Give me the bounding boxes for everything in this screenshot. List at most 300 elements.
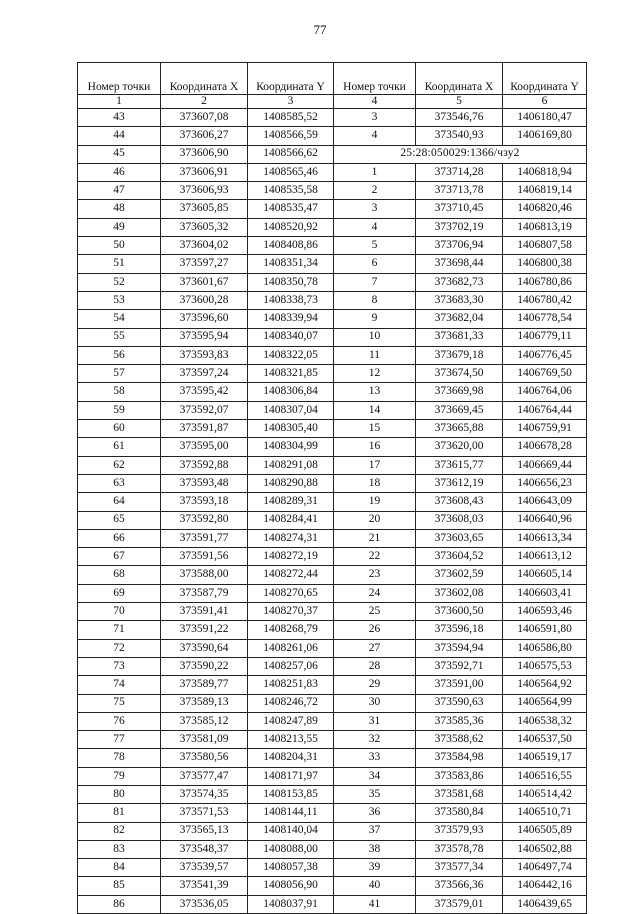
coordinate-y-cell: 1406593,46	[503, 603, 587, 621]
table-row	[78, 237, 587, 255]
coordinate-x-cell: 373594,94	[416, 639, 503, 657]
coordinate-x-cell: 373615,77	[416, 456, 503, 474]
point-number-cell: 21	[334, 529, 416, 547]
coordinate-y-cell: 1408566,59	[248, 127, 334, 145]
coordinate-y-cell: 1408257,06	[248, 657, 334, 675]
coordinate-y-cell: 1408088,00	[248, 840, 334, 858]
column-number: 5	[416, 95, 503, 109]
point-number-cell: 24	[334, 584, 416, 602]
coordinate-y-cell: 1408321,85	[248, 365, 334, 383]
coordinate-y-cell: 1408247,89	[248, 712, 334, 730]
table-row	[78, 200, 587, 218]
coordinate-x-cell: 373674,50	[416, 365, 503, 383]
coordinate-x-cell: 373591,41	[161, 603, 248, 621]
point-number-cell: 82	[78, 822, 161, 840]
coordinate-x-cell: 373706,94	[416, 237, 503, 255]
table-row	[78, 657, 587, 675]
point-number-cell: 28	[334, 657, 416, 675]
coordinate-y-cell: 1408270,37	[248, 603, 334, 621]
coordinate-x-cell: 373581,68	[416, 785, 503, 803]
table-row	[78, 291, 587, 309]
coordinate-x-cell: 373593,48	[161, 474, 248, 492]
table-row	[78, 840, 587, 858]
coordinate-x-cell: 373600,28	[161, 291, 248, 309]
coordinate-x-cell: 373580,84	[416, 804, 503, 822]
point-number-cell: 25	[334, 603, 416, 621]
coordinate-x-cell: 373590,22	[161, 657, 248, 675]
point-number-cell: 19	[334, 493, 416, 511]
coordinate-y-cell: 1408291,08	[248, 456, 334, 474]
coordinate-y-cell: 1408307,04	[248, 401, 334, 419]
point-number-cell: 54	[78, 310, 161, 328]
point-number-cell: 38	[334, 840, 416, 858]
table-row	[78, 163, 587, 181]
point-number-cell: 39	[334, 859, 416, 877]
table-row	[78, 529, 587, 547]
coordinate-x-cell: 373604,02	[161, 237, 248, 255]
table-row	[78, 548, 587, 566]
point-number-cell: 14	[334, 401, 416, 419]
table-row	[78, 694, 587, 712]
coordinate-x-cell: 373580,56	[161, 749, 248, 767]
coordinate-x-cell: 373578,78	[416, 840, 503, 858]
point-number-cell: 4	[334, 127, 416, 145]
table-row	[78, 255, 587, 273]
point-number-cell: 43	[78, 109, 161, 127]
point-number-cell: 66	[78, 529, 161, 547]
coordinate-x-cell: 373698,44	[416, 255, 503, 273]
coordinate-x-cell: 373606,91	[161, 163, 248, 181]
coordinate-x-cell: 373589,13	[161, 694, 248, 712]
point-number-cell: 75	[78, 694, 161, 712]
coordinate-x-cell: 373597,24	[161, 365, 248, 383]
coordinate-y-cell: 1406497,74	[503, 859, 587, 877]
coordinate-x-cell: 373587,79	[161, 584, 248, 602]
coordinate-x-cell: 373602,59	[416, 566, 503, 584]
coordinate-y-cell: 1408153,85	[248, 785, 334, 803]
coordinate-x-cell: 373603,65	[416, 529, 503, 547]
point-number-cell: 59	[78, 401, 161, 419]
coordinate-y-cell: 1406613,34	[503, 529, 587, 547]
point-number-cell: 78	[78, 749, 161, 767]
table-row	[78, 273, 587, 291]
point-number-cell: 69	[78, 584, 161, 602]
coordinate-x-cell: 373714,28	[416, 163, 503, 181]
point-number-cell: 67	[78, 548, 161, 566]
coordinate-y-cell: 1406564,92	[503, 676, 587, 694]
coordinate-x-cell: 373574,35	[161, 785, 248, 803]
coordinate-x-cell: 373590,63	[416, 694, 503, 712]
coordinate-x-cell: 373581,09	[161, 731, 248, 749]
coordinate-y-cell: 1408289,31	[248, 493, 334, 511]
coordinate-y-cell: 1406656,23	[503, 474, 587, 492]
coordinate-x-cell: 373589,77	[161, 676, 248, 694]
point-number-cell: 33	[334, 749, 416, 767]
coordinate-y-cell: 1406764,06	[503, 383, 587, 401]
point-number-cell: 51	[78, 255, 161, 273]
coordinate-y-cell: 1406807,58	[503, 237, 587, 255]
point-number-cell: 61	[78, 438, 161, 456]
point-number-cell: 26	[334, 621, 416, 639]
table-row	[78, 731, 587, 749]
coordinates-table-body	[78, 63, 587, 914]
coordinate-x-cell: 373579,93	[416, 822, 503, 840]
point-number-cell: 13	[334, 383, 416, 401]
point-number-cell: 86	[78, 895, 161, 913]
table-row	[78, 383, 587, 401]
coordinate-y-cell: 1408351,34	[248, 255, 334, 273]
coordinate-x-cell: 373682,73	[416, 273, 503, 291]
table-row	[78, 676, 587, 694]
coordinate-y-cell: 1408304,99	[248, 438, 334, 456]
point-number-cell: 20	[334, 511, 416, 529]
coordinate-y-cell: 1406537,50	[503, 731, 587, 749]
header-coordinate-y: Координата Y	[248, 63, 334, 95]
coordinate-y-cell: 1406442,16	[503, 877, 587, 895]
table-row	[78, 804, 587, 822]
coordinate-y-cell: 1408306,84	[248, 383, 334, 401]
coordinate-y-cell: 1408305,40	[248, 420, 334, 438]
coordinate-x-cell: 373588,00	[161, 566, 248, 584]
table-row	[78, 584, 587, 602]
coordinate-y-cell: 1408535,58	[248, 182, 334, 200]
coordinate-y-cell: 1406439,65	[503, 895, 587, 913]
table-row	[78, 895, 587, 913]
table-row	[78, 511, 587, 529]
table-row	[78, 127, 587, 145]
coordinate-y-cell: 1408322,05	[248, 346, 334, 364]
coordinate-y-cell: 1408274,31	[248, 529, 334, 547]
point-number-cell: 84	[78, 859, 161, 877]
coordinate-x-cell: 373607,08	[161, 109, 248, 127]
column-number: 6	[503, 95, 587, 109]
point-number-cell: 36	[334, 804, 416, 822]
coordinate-x-cell: 373577,47	[161, 767, 248, 785]
coordinate-y-cell: 1408339,94	[248, 310, 334, 328]
coordinate-y-cell: 1406603,41	[503, 584, 587, 602]
coordinate-x-cell: 373591,22	[161, 621, 248, 639]
point-number-cell: 40	[334, 877, 416, 895]
table-row	[78, 785, 587, 803]
table-row	[78, 145, 587, 163]
coordinate-y-cell: 1406538,32	[503, 712, 587, 730]
point-number-cell: 15	[334, 420, 416, 438]
coordinate-y-cell: 1408566,62	[248, 145, 334, 163]
coordinate-x-cell: 373591,00	[416, 676, 503, 694]
point-number-cell: 64	[78, 493, 161, 511]
coordinate-y-cell: 1406516,55	[503, 767, 587, 785]
coordinate-x-cell: 373548,37	[161, 840, 248, 858]
point-number-cell: 62	[78, 456, 161, 474]
point-number-cell: 49	[78, 218, 161, 236]
point-number-cell: 11	[334, 346, 416, 364]
point-number-cell: 73	[78, 657, 161, 675]
coordinate-y-cell: 1408251,83	[248, 676, 334, 694]
table-row	[78, 346, 587, 364]
coordinate-y-cell: 1406819,14	[503, 182, 587, 200]
coordinate-y-cell: 1406778,54	[503, 310, 587, 328]
coordinate-y-cell: 1408057,38	[248, 859, 334, 877]
coordinate-x-cell: 373605,32	[161, 218, 248, 236]
coordinate-x-cell: 373606,93	[161, 182, 248, 200]
point-number-cell: 72	[78, 639, 161, 657]
point-number-cell: 80	[78, 785, 161, 803]
column-number-row	[78, 95, 587, 109]
point-number-cell: 52	[78, 273, 161, 291]
coordinate-x-cell: 373585,12	[161, 712, 248, 730]
point-number-cell: 29	[334, 676, 416, 694]
column-number: 1	[78, 95, 161, 109]
point-number-cell: 37	[334, 822, 416, 840]
point-number-cell: 5	[334, 237, 416, 255]
coordinate-y-cell: 1406780,86	[503, 273, 587, 291]
coordinate-x-cell: 373600,50	[416, 603, 503, 621]
page-number: 77	[313, 22, 327, 37]
coordinate-y-cell: 1408284,41	[248, 511, 334, 529]
coordinate-x-cell: 373577,34	[416, 859, 503, 877]
point-number-cell: 56	[78, 346, 161, 364]
point-number-cell: 83	[78, 840, 161, 858]
table-row	[78, 365, 587, 383]
coordinate-x-cell: 373710,45	[416, 200, 503, 218]
coordinate-y-cell: 1406586,80	[503, 639, 587, 657]
table-row	[78, 310, 587, 328]
table-header-row	[78, 63, 587, 95]
coordinate-x-cell: 373601,67	[161, 273, 248, 291]
coordinate-x-cell: 373679,18	[416, 346, 503, 364]
coordinate-x-cell: 373579,01	[416, 895, 503, 913]
header-point-number: Номер точки	[78, 63, 161, 95]
coordinate-x-cell: 373592,71	[416, 657, 503, 675]
point-number-cell: 30	[334, 694, 416, 712]
point-number-cell: 53	[78, 291, 161, 309]
coordinate-x-cell: 373541,39	[161, 877, 248, 895]
coordinate-x-cell: 373596,60	[161, 310, 248, 328]
table-row	[78, 566, 587, 584]
point-number-cell: 34	[334, 767, 416, 785]
point-number-cell: 8	[334, 291, 416, 309]
point-number-cell: 3	[334, 109, 416, 127]
point-number-cell: 10	[334, 328, 416, 346]
coordinate-y-cell: 1406169,80	[503, 127, 587, 145]
point-number-cell: 81	[78, 804, 161, 822]
coordinate-y-cell: 1408246,72	[248, 694, 334, 712]
coordinate-y-cell: 1406605,14	[503, 566, 587, 584]
coordinate-y-cell: 1408056,90	[248, 877, 334, 895]
point-number-cell: 60	[78, 420, 161, 438]
point-number-cell: 46	[78, 163, 161, 181]
point-number-cell: 45	[78, 145, 161, 163]
coordinate-x-cell: 373591,77	[161, 529, 248, 547]
column-number: 4	[334, 95, 416, 109]
header-point-number: Номер точки	[334, 63, 416, 95]
coordinate-y-cell: 1406591,80	[503, 621, 587, 639]
coordinate-y-cell: 1408350,78	[248, 273, 334, 291]
coordinate-x-cell: 373592,80	[161, 511, 248, 529]
table-row	[78, 493, 587, 511]
coordinate-x-cell: 373585,36	[416, 712, 503, 730]
coordinate-y-cell: 1408171,97	[248, 767, 334, 785]
table-row	[78, 603, 587, 621]
coordinate-y-cell: 1406769,50	[503, 365, 587, 383]
table-row	[78, 822, 587, 840]
coordinate-y-cell: 1408535,47	[248, 200, 334, 218]
coordinate-x-cell: 373595,42	[161, 383, 248, 401]
point-number-cell: 55	[78, 328, 161, 346]
coordinate-x-cell: 373596,18	[416, 621, 503, 639]
point-number-cell: 9	[334, 310, 416, 328]
point-number-cell: 71	[78, 621, 161, 639]
coordinate-x-cell: 373665,88	[416, 420, 503, 438]
table-row	[78, 712, 587, 730]
coordinate-y-cell: 1406813,19	[503, 218, 587, 236]
coordinate-y-cell: 1408261,06	[248, 639, 334, 657]
point-number-cell: 23	[334, 566, 416, 584]
coordinates-table	[77, 62, 587, 914]
point-number-cell: 74	[78, 676, 161, 694]
coordinate-x-cell: 373584,98	[416, 749, 503, 767]
coordinate-x-cell: 373669,45	[416, 401, 503, 419]
coordinate-y-cell: 1406180,47	[503, 109, 587, 127]
coordinate-y-cell: 1406800,38	[503, 255, 587, 273]
coordinate-y-cell: 1406764,44	[503, 401, 587, 419]
column-number: 2	[161, 95, 248, 109]
table-row	[78, 859, 587, 877]
point-number-cell: 7	[334, 273, 416, 291]
point-number-cell: 79	[78, 767, 161, 785]
point-number-cell: 1	[334, 163, 416, 181]
coordinate-y-cell: 1406510,71	[503, 804, 587, 822]
table-row	[78, 474, 587, 492]
table-row	[78, 109, 587, 127]
coordinate-x-cell: 373713,78	[416, 182, 503, 200]
coordinate-x-cell: 373595,94	[161, 328, 248, 346]
table-row	[78, 621, 587, 639]
coordinate-x-cell: 373593,83	[161, 346, 248, 364]
coordinate-y-cell: 1406780,42	[503, 291, 587, 309]
coordinate-y-cell: 1408585,52	[248, 109, 334, 127]
point-number-cell: 17	[334, 456, 416, 474]
table-row	[78, 767, 587, 785]
coordinate-y-cell: 1406643,09	[503, 493, 587, 511]
coordinate-y-cell: 1406575,53	[503, 657, 587, 675]
point-number-cell: 32	[334, 731, 416, 749]
coordinate-y-cell: 1406519,17	[503, 749, 587, 767]
coordinate-x-cell: 373592,07	[161, 401, 248, 419]
header-coordinate-x: Координата X	[161, 63, 248, 95]
point-number-cell: 12	[334, 365, 416, 383]
coordinate-y-cell: 1408340,07	[248, 328, 334, 346]
coordinate-x-cell: 373593,18	[161, 493, 248, 511]
column-number: 3	[248, 95, 334, 109]
coordinate-x-cell: 373605,85	[161, 200, 248, 218]
coordinate-x-cell: 373597,27	[161, 255, 248, 273]
coordinate-y-cell: 1406564,99	[503, 694, 587, 712]
coordinate-x-cell: 373608,03	[416, 511, 503, 529]
table-row	[78, 328, 587, 346]
table-row	[78, 877, 587, 895]
point-number-cell: 31	[334, 712, 416, 730]
header-coordinate-x: Координата X	[416, 63, 503, 95]
point-number-cell: 3	[334, 200, 416, 218]
point-number-cell: 27	[334, 639, 416, 657]
coordinate-x-cell: 373591,56	[161, 548, 248, 566]
coordinate-y-cell: 1406818,94	[503, 163, 587, 181]
coordinate-y-cell: 1406514,42	[503, 785, 587, 803]
point-number-cell: 50	[78, 237, 161, 255]
coordinate-y-cell: 1406776,45	[503, 346, 587, 364]
coordinate-x-cell: 373565,13	[161, 822, 248, 840]
coordinate-x-cell: 373602,08	[416, 584, 503, 602]
coordinate-y-cell: 1408338,73	[248, 291, 334, 309]
point-number-cell: 41	[334, 895, 416, 913]
coordinate-x-cell: 373669,98	[416, 383, 503, 401]
table-row	[78, 438, 587, 456]
table-row	[78, 420, 587, 438]
coordinate-x-cell: 373590,64	[161, 639, 248, 657]
table-row	[78, 749, 587, 767]
point-number-cell: 63	[78, 474, 161, 492]
coordinate-y-cell: 1408037,91	[248, 895, 334, 913]
coordinate-x-cell: 373608,43	[416, 493, 503, 511]
coordinate-y-cell: 1406678,28	[503, 438, 587, 456]
point-number-cell: 58	[78, 383, 161, 401]
coordinate-y-cell: 1408204,31	[248, 749, 334, 767]
table-row	[78, 639, 587, 657]
point-number-cell: 85	[78, 877, 161, 895]
point-number-cell: 47	[78, 182, 161, 200]
point-number-cell: 18	[334, 474, 416, 492]
coordinate-y-cell: 1406502,88	[503, 840, 587, 858]
coordinate-x-cell: 373566,36	[416, 877, 503, 895]
table-row	[78, 182, 587, 200]
coordinate-x-cell: 373592,88	[161, 456, 248, 474]
coordinate-x-cell: 373539,57	[161, 859, 248, 877]
coordinate-y-cell: 1406613,12	[503, 548, 587, 566]
coordinate-y-cell: 1408520,92	[248, 218, 334, 236]
coordinate-y-cell: 1406640,96	[503, 511, 587, 529]
point-number-cell: 44	[78, 127, 161, 145]
coordinate-x-cell: 373591,87	[161, 420, 248, 438]
coordinate-x-cell: 373583,86	[416, 767, 503, 785]
coordinate-y-cell: 1408272,44	[248, 566, 334, 584]
coordinate-x-cell: 373606,90	[161, 145, 248, 163]
coordinate-y-cell: 1406669,44	[503, 456, 587, 474]
coordinate-y-cell: 1406779,11	[503, 328, 587, 346]
coordinate-y-cell: 1408140,04	[248, 822, 334, 840]
point-number-cell: 65	[78, 511, 161, 529]
coordinate-x-cell: 373702,19	[416, 218, 503, 236]
coordinate-y-cell: 1406505,89	[503, 822, 587, 840]
coordinate-x-cell: 373620,00	[416, 438, 503, 456]
parcel-number-cell: 25:28:050029:1366/чзу2	[334, 145, 587, 163]
coordinate-y-cell: 1408565,46	[248, 163, 334, 181]
coordinate-y-cell: 1406759,91	[503, 420, 587, 438]
point-number-cell: 4	[334, 218, 416, 236]
coordinate-x-cell: 373606,27	[161, 127, 248, 145]
coordinate-y-cell: 1408213,55	[248, 731, 334, 749]
coordinate-y-cell: 1408268,79	[248, 621, 334, 639]
coordinate-y-cell: 1408270,65	[248, 584, 334, 602]
point-number-cell: 16	[334, 438, 416, 456]
coordinate-y-cell: 1406820,46	[503, 200, 587, 218]
coordinate-x-cell: 373546,76	[416, 109, 503, 127]
coordinate-x-cell: 373683,30	[416, 291, 503, 309]
coordinate-x-cell: 373595,00	[161, 438, 248, 456]
point-number-cell: 68	[78, 566, 161, 584]
coordinate-x-cell: 373540,93	[416, 127, 503, 145]
coordinate-x-cell: 373571,53	[161, 804, 248, 822]
